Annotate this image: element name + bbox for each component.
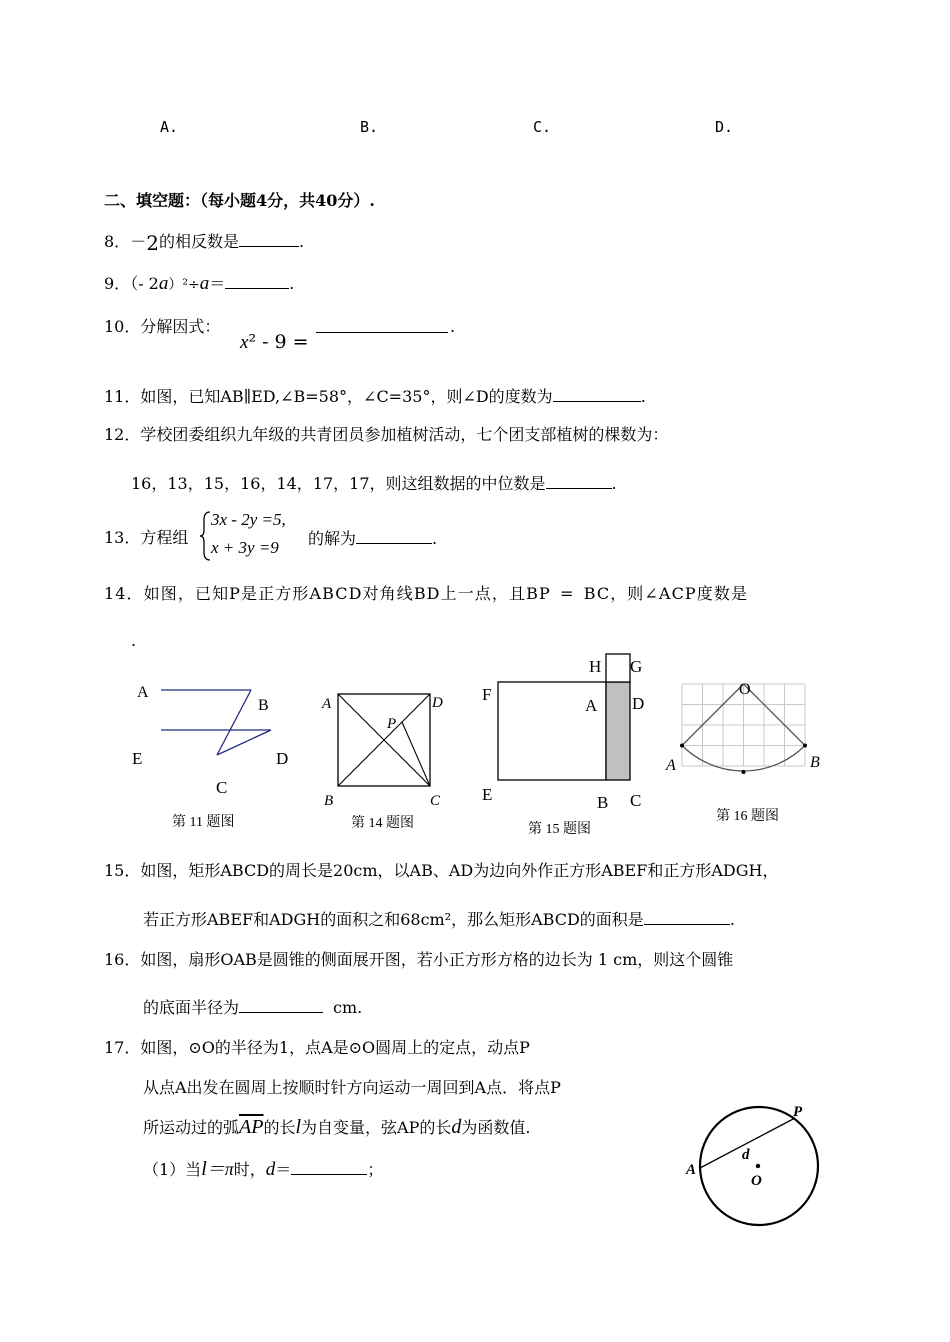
fig16-caption: 第 16 题图 — [716, 809, 779, 824]
q13-brace — [198, 510, 212, 562]
q17-line3c: 为自变量，弦AP的长 — [301, 1118, 452, 1137]
q10-text: 分解因式： — [140, 317, 221, 336]
question-11 — [104, 385, 646, 408]
fig15-label-d: D — [632, 694, 645, 713]
question-9 — [104, 272, 294, 296]
fig15-label-g: G — [630, 657, 643, 676]
q13-end: . — [432, 529, 438, 548]
fig15-label-h: H — [589, 657, 602, 676]
q9-expr: （- 2 — [130, 274, 159, 293]
figure-11 — [125, 675, 305, 805]
q10-num: 10． — [104, 317, 141, 336]
q17-line1: 如图，⊙O的半径为1，点A是⊙O圆周上的定点，动点P — [140, 1038, 530, 1057]
q15-line2: 若正方形ABEF和ADGH的面积之和68cm²，那么矩形ABCD的面积是 — [143, 910, 644, 929]
q16-line1: 如图，扇形OAB是圆锥的侧面展开图，若小正方形方格的边长为 1 cm，则这个圆锥 — [140, 950, 734, 969]
fig14-label-a: A — [322, 696, 332, 712]
fig11-label-e: E — [132, 749, 143, 768]
q9-num: 9． — [104, 274, 131, 293]
question-17 — [104, 1037, 530, 1059]
fig14-caption: 第 14 题图 — [351, 816, 414, 831]
q10-end: . — [450, 317, 456, 336]
q9-sup: ）²÷ — [168, 277, 200, 293]
q13-answer — [308, 527, 437, 550]
q9-end: . — [289, 274, 295, 293]
fig16-label-o: O — [739, 681, 751, 698]
option-b: B. — [360, 118, 379, 136]
fig15-label-e: E — [482, 785, 493, 804]
q17-arc: $\overline{AP}$ — [239, 1116, 264, 1138]
q10-expression — [240, 331, 309, 354]
fig15-label-b: B — [597, 793, 609, 812]
question-15-line2 — [143, 908, 735, 931]
q16-num: 16． — [104, 950, 141, 969]
section-title: 二、填空题：（每小题4分，共40分）. — [104, 191, 375, 210]
q16-unit: cm. — [333, 998, 363, 1017]
fig11-label-d: D — [276, 749, 289, 768]
q9-a2: a — [199, 273, 210, 294]
q12-line1: 学校团委组织九年级的共青团员参加植树活动，七个团支部植树的棵数为： — [140, 425, 669, 444]
q9-eq: ＝ — [209, 274, 226, 293]
q14-text: 如图，已知P是正方形ABCD对角线BD上一点，且BP = BC，则∠ACP度数是 — [143, 584, 749, 603]
q17-sub1a: （1）当 — [143, 1160, 202, 1179]
fig16-label-a: A — [666, 757, 676, 774]
q10-blank — [316, 332, 448, 333]
q13-blank — [356, 527, 432, 544]
figure-16 — [662, 675, 832, 785]
fig17-label-p: P — [793, 1104, 803, 1120]
q8-val: 2 — [146, 231, 159, 255]
q17-d: d — [451, 1116, 462, 1138]
q13-post: 的解为 — [308, 529, 357, 548]
question-14 — [104, 583, 748, 605]
q17-sub1eq: ＝π — [206, 1159, 234, 1179]
fig11-label-c: C — [216, 778, 228, 797]
fig15-label-c: C — [630, 791, 642, 810]
fig17-label-d: d — [742, 1147, 750, 1163]
q17-num: 17． — [104, 1038, 141, 1057]
q10-rest: ² - 9 = — [248, 331, 309, 353]
q14-end: . — [131, 631, 137, 650]
question-12-line2 — [131, 472, 617, 495]
question-13 — [104, 527, 188, 549]
q17-sub1 — [143, 1158, 383, 1181]
q17-sub1eq2: ＝ — [275, 1160, 292, 1179]
q17-line3b: 的长 — [263, 1118, 296, 1137]
question-8 — [104, 229, 304, 253]
q12-end: . — [611, 474, 617, 493]
figure-17 — [680, 1100, 830, 1230]
q17-line3 — [143, 1116, 530, 1139]
question-16-line2 — [143, 996, 362, 1019]
q17-line2: 从点A出发在圆周上按顺时针方向运动一周回到A点．将点P — [143, 1078, 561, 1097]
q11-end: . — [640, 387, 646, 406]
option-c: C. — [533, 118, 552, 136]
q15-end: . — [729, 910, 735, 929]
fig14-label-c: C — [430, 793, 441, 809]
fig11-label-a: A — [137, 684, 149, 701]
q12-line2: 16，13，15，16，14，17，17，则这组数据的中位数是 — [131, 474, 546, 493]
question-15 — [104, 860, 778, 882]
q11-num: 11． — [104, 387, 141, 406]
q10-x: x — [240, 332, 249, 353]
option-d: D. — [715, 118, 734, 136]
fig11-caption: 第 11 题图 — [172, 815, 235, 830]
q11-blank — [553, 385, 641, 402]
q15-blank — [644, 908, 730, 925]
q15-num: 15． — [104, 861, 141, 880]
q17-sub1l: l — [201, 1158, 207, 1180]
question-10 — [104, 316, 220, 338]
fig16-label-b: B — [810, 754, 820, 771]
fig14-label-d: D — [432, 695, 443, 711]
q16-blank — [239, 996, 323, 1013]
q12-blank — [546, 472, 612, 489]
q17-line3a: 所运动过的弧 — [143, 1118, 240, 1137]
q15-line1: 如图，矩形ABCD的周长是20cm，以AB、AD为边向外作正方形ABEF和正方形ADGH， — [140, 861, 779, 880]
fig17-label-a: A — [686, 1162, 697, 1178]
fig14-label-b: B — [324, 793, 334, 809]
q12-num: 12． — [104, 425, 141, 444]
q17-sub1d: d — [265, 1159, 276, 1180]
q17-l: l — [295, 1116, 302, 1138]
q8-end: . — [298, 232, 305, 251]
fig17-label-o: O — [751, 1173, 762, 1189]
q11-text: 如图，已知AB∥ED,∠B=58°，∠C=35°，则∠D的度数为 — [140, 387, 553, 406]
fig15-caption: 第 15 题图 — [528, 822, 591, 837]
q13-eq1: 3x - 2y =5, — [211, 510, 286, 529]
fig15-label-f: F — [482, 685, 492, 704]
q13-eq2: x + 3y =9 — [211, 538, 279, 557]
fig11-label-b: B — [258, 697, 269, 714]
figure-14 — [318, 685, 453, 810]
q17-sub1b: 时， — [233, 1160, 266, 1179]
q13-num: 13． — [104, 528, 141, 547]
q9-a: a — [158, 273, 169, 294]
q14-num: 14． — [104, 584, 144, 603]
question-16 — [104, 949, 733, 971]
q17-sub1end: ； — [367, 1160, 384, 1179]
q9-blank — [225, 272, 289, 289]
figure-15 — [478, 650, 658, 815]
q8-blank — [239, 230, 299, 247]
q8-post: 的相反数是 — [158, 232, 239, 251]
fig15-label-a: A — [585, 696, 598, 715]
q13-text: 方程组 — [140, 528, 189, 547]
question-12 — [104, 424, 668, 446]
option-a: A. — [160, 118, 179, 136]
fig14-label-p: P — [387, 716, 397, 732]
q16-line2: 的底面半径为 — [143, 998, 240, 1017]
q8-num: 8． — [104, 232, 131, 251]
q17-sub1-blank — [291, 1158, 367, 1175]
q8-pre: － — [130, 232, 147, 251]
q17-line3d: 为函数值. — [461, 1118, 531, 1137]
